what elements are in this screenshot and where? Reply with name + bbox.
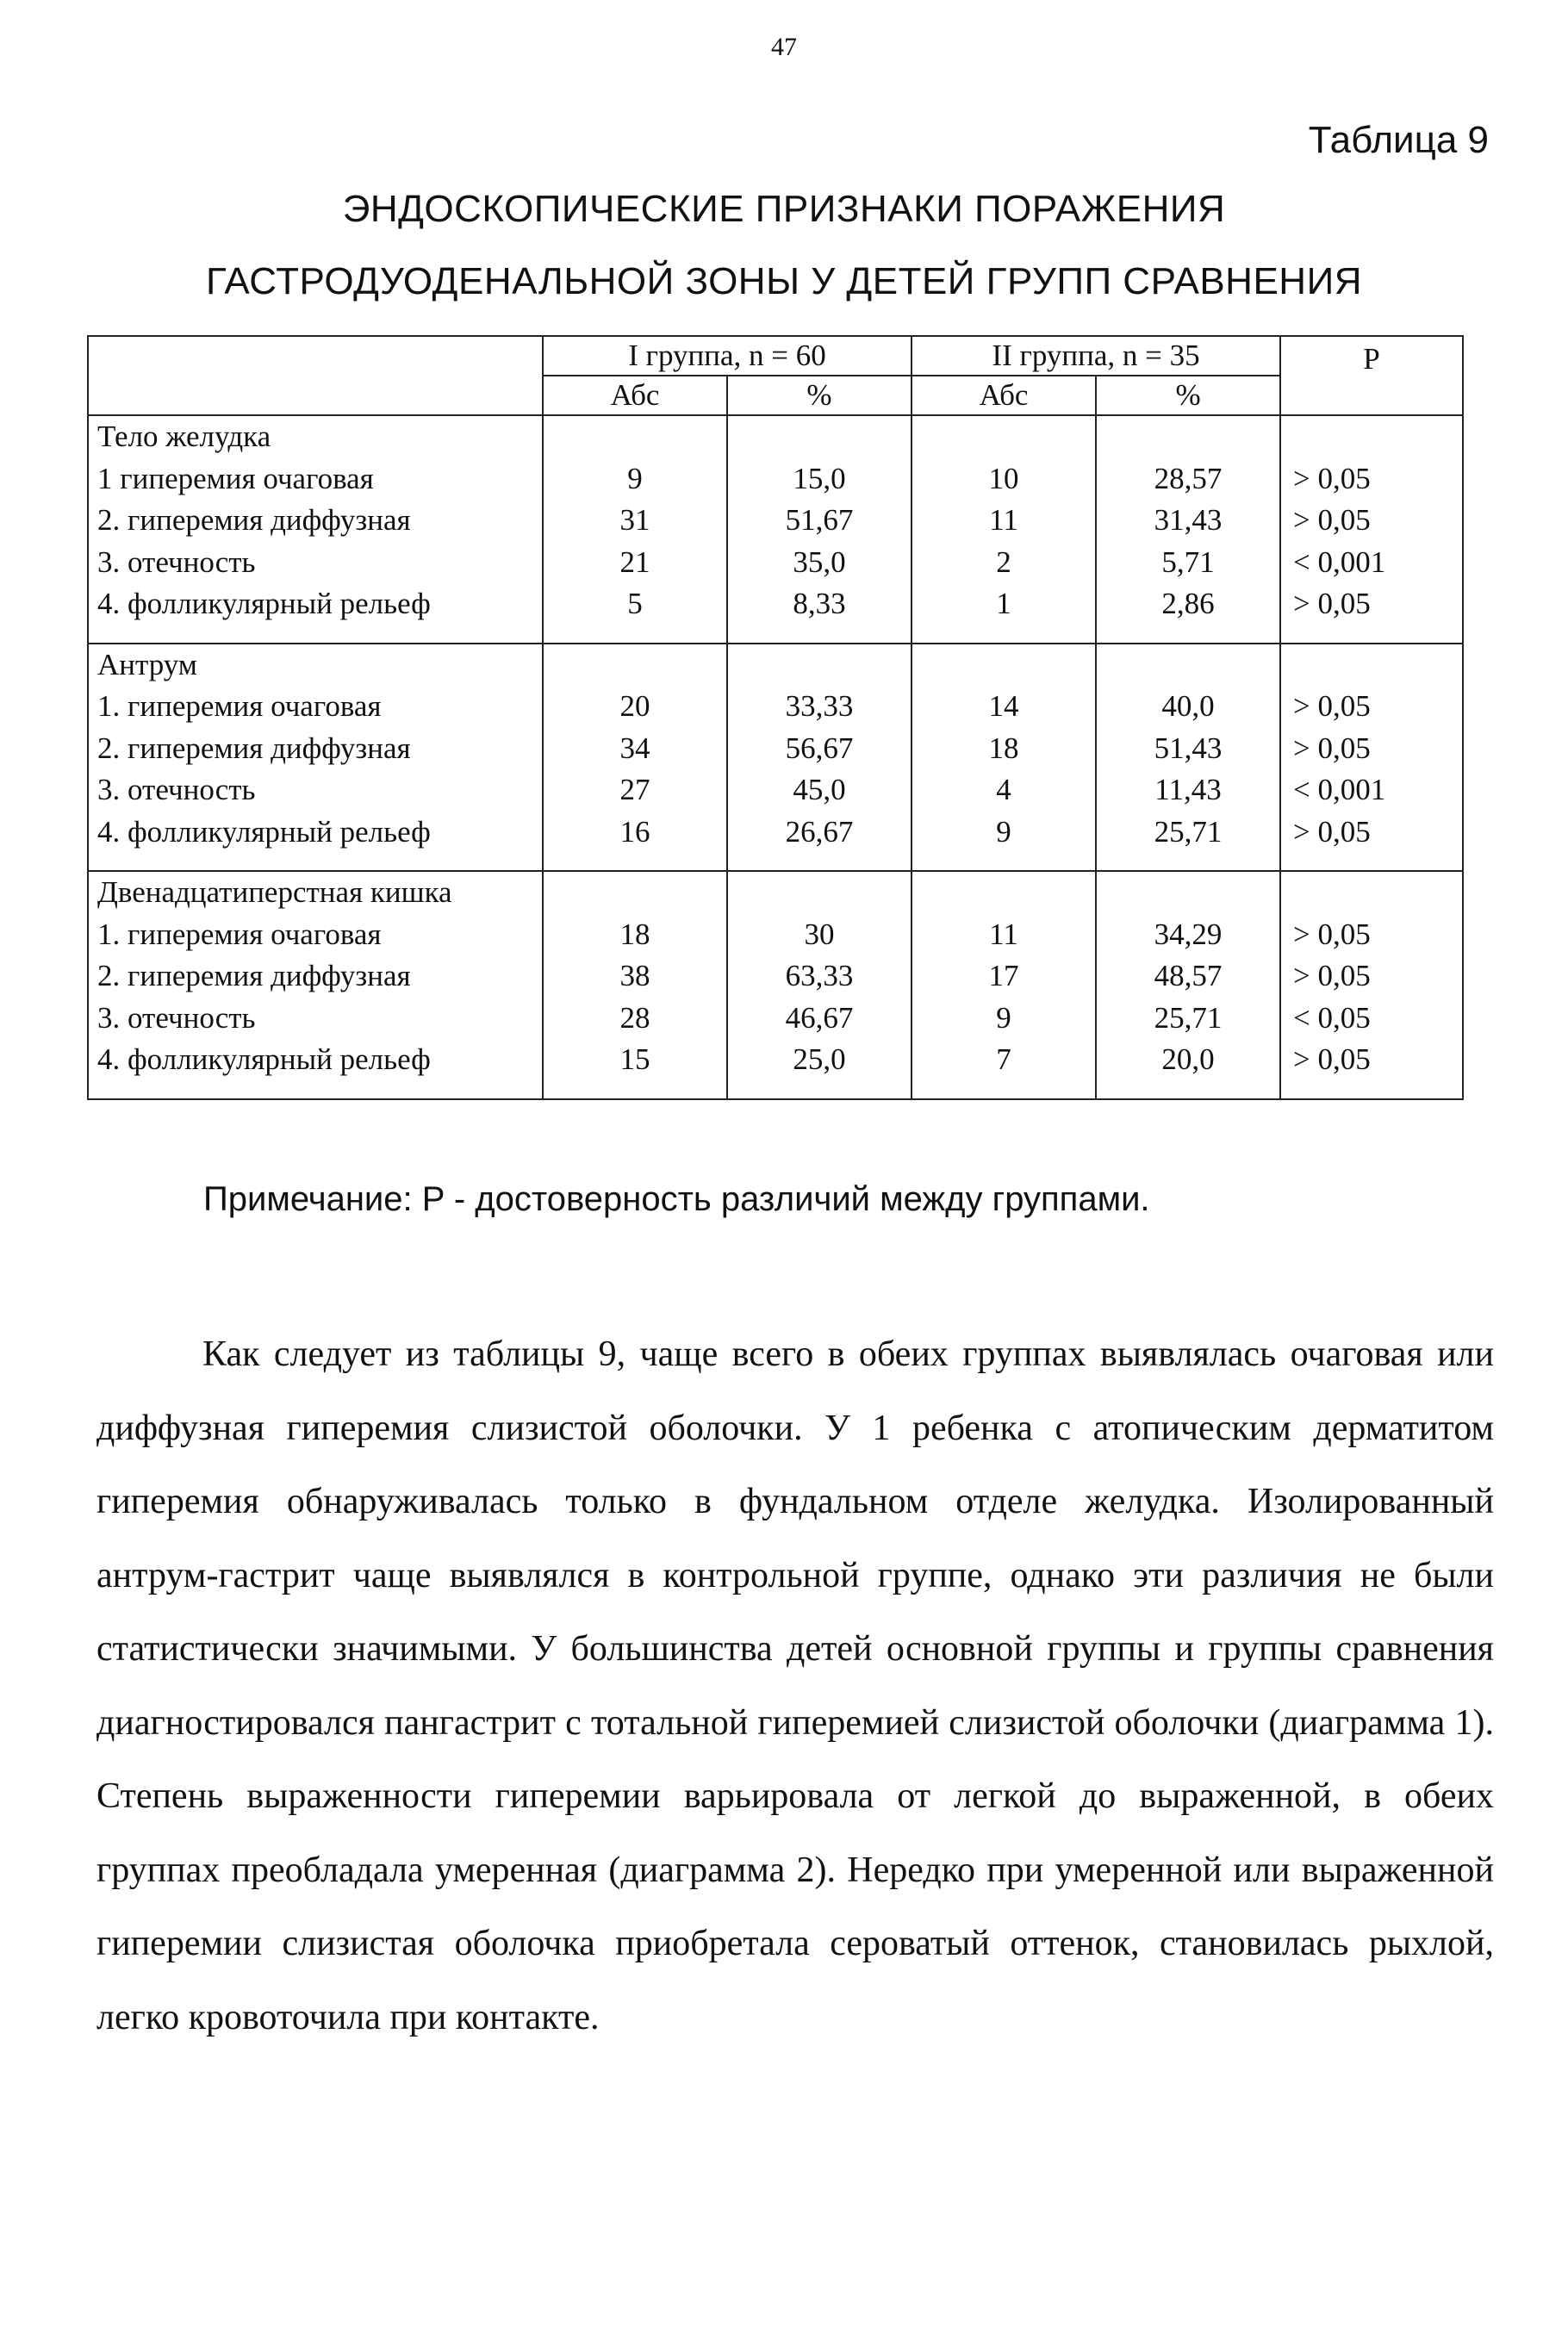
cell-abs1: 27 [619, 773, 650, 806]
cell-abs2: 18 [988, 731, 1019, 765]
row-label: 1. гиперемия очаговая [97, 689, 382, 723]
p-value-cell [1280, 644, 1463, 872]
table-title-line-2: ГАСТРОДУОДЕНАЛЬНОЙ ЗОНЫ У ДЕТЕЙ ГРУПП СРАВНЕНИЯ [206, 260, 1362, 302]
cell-pct2: 40,0 [1161, 689, 1215, 723]
cell-abs1: 18 [619, 917, 650, 951]
header-p: P [1280, 336, 1463, 415]
header-abs-1: Абс [543, 376, 727, 415]
row-label: 2. гиперемия диффузная [97, 503, 411, 537]
cell-abs2: 10 [988, 461, 1019, 495]
cell-p: > 0,05 [1293, 689, 1371, 723]
cell-pct2: 25,71 [1154, 1000, 1223, 1035]
row-label: 2. гиперемия диффузная [97, 731, 411, 765]
cell-abs2: 7 [996, 1042, 1011, 1076]
cell-pct1: 35,0 [793, 544, 846, 579]
cell-p: > 0,05 [1293, 731, 1371, 765]
cell-p: > 0,05 [1293, 587, 1371, 620]
cell-abs1: 28 [619, 1000, 650, 1035]
cell-pct2: 2,86 [1161, 587, 1215, 620]
cell-pct1: 63,33 [785, 959, 854, 992]
row-label: 2. гиперемия диффузная [97, 959, 411, 992]
group-2-pct-cell [1096, 415, 1280, 644]
table-label: Таблица 9 [1308, 119, 1489, 161]
row-label: 4. фолликулярный рельеф [97, 1042, 431, 1076]
cell-abs2: 1 [996, 587, 1011, 620]
cell-pct1: 45,0 [793, 773, 846, 806]
row-label: 4. фолликулярный рельеф [97, 587, 431, 620]
cell-abs1: 20 [619, 689, 650, 723]
table-note: Примечание: P - достоверность различий между группами. [203, 1180, 1150, 1218]
group-1-pct-cell [727, 644, 912, 872]
cell-abs2: 11 [989, 917, 1018, 951]
header-group-1: I группа, n = 60 [543, 336, 912, 376]
header-pct-2: % [1096, 376, 1280, 415]
header-pct-1: % [727, 376, 912, 415]
p-value-cell [1280, 415, 1463, 644]
group-2-pct-cell [1096, 644, 1280, 872]
cell-pct1: 26,67 [785, 814, 854, 849]
header-group-2: II группа, n = 35 [912, 336, 1280, 376]
cell-pct2: 25,71 [1154, 814, 1223, 849]
cell-p: < 0,05 [1293, 1000, 1371, 1035]
cell-pct2: 5,71 [1161, 544, 1215, 579]
cell-pct2: 28,57 [1154, 461, 1223, 495]
cell-abs1: 5 [627, 587, 643, 620]
cell-pct2: 34,29 [1154, 917, 1223, 951]
cell-p: > 0,05 [1293, 959, 1371, 992]
cell-pct1: 25,0 [793, 1042, 846, 1076]
row-label: 3. отечность [97, 1000, 256, 1035]
cell-pct2: 11,43 [1154, 773, 1222, 806]
cell-abs2: 14 [988, 689, 1019, 723]
section-title: Двенадцатиперстная кишка [97, 875, 452, 909]
cell-abs2: 17 [988, 959, 1019, 992]
cell-abs2: 9 [996, 1000, 1011, 1035]
cell-abs2: 4 [996, 773, 1011, 806]
cell-abs1: 38 [619, 959, 650, 992]
cell-abs1: 9 [627, 461, 643, 495]
table-title-line-1: ЭНДОСКОПИЧЕСКИЕ ПРИЗНАКИ ПОРАЖЕНИЯ [342, 188, 1226, 230]
cell-pct2: 51,43 [1154, 731, 1223, 765]
cell-pct1: 8,33 [793, 587, 846, 620]
cell-pct1: 56,67 [785, 731, 854, 765]
row-label: 4. фолликулярный рельеф [97, 814, 431, 849]
cell-pct1: 33,33 [785, 689, 854, 723]
cell-p: > 0,05 [1293, 1042, 1371, 1076]
cell-abs1: 34 [619, 731, 650, 765]
row-label: 1 гиперемия очаговая [97, 461, 374, 495]
cell-abs2: 11 [989, 503, 1018, 537]
cell-pct2: 31,43 [1154, 503, 1223, 537]
cell-abs1: 21 [619, 544, 650, 579]
cell-pct1: 15,0 [793, 461, 846, 495]
cell-p: < 0,001 [1293, 773, 1386, 806]
header-blank-cell [88, 336, 543, 415]
cell-p: > 0,05 [1293, 461, 1371, 495]
cell-abs2: 2 [996, 544, 1011, 579]
cell-p: > 0,05 [1293, 814, 1371, 849]
table-section-row [88, 415, 1463, 644]
cell-p: > 0,05 [1293, 917, 1371, 951]
group-2-abs-cell [912, 871, 1096, 1099]
group-1-abs-cell [543, 871, 727, 1099]
section-labels-cell [88, 871, 543, 1099]
row-label: 3. отечность [97, 773, 256, 806]
cell-abs1: 31 [619, 503, 650, 537]
page-number: 47 [771, 33, 797, 61]
table-header-row-1 [88, 336, 1463, 376]
section-labels-cell [88, 644, 543, 872]
group-1-abs-cell [543, 415, 727, 644]
cell-p: < 0,001 [1293, 544, 1386, 579]
cell-abs1: 16 [619, 814, 650, 849]
group-2-abs-cell [912, 415, 1096, 644]
group-1-pct-cell [727, 415, 912, 644]
cell-abs2: 9 [996, 814, 1011, 849]
table-section-row [88, 644, 1463, 872]
cell-abs1: 15 [619, 1042, 650, 1076]
cell-pct1: 46,67 [785, 1000, 854, 1035]
row-label: 3. отечность [97, 544, 256, 579]
body-paragraph: Как следует из таблицы 9, чаще всего в обеих группах выявлялась очаговая или диффузная гиперемия слизистой оболочки. У 1 ребенка с атопическим дерматитом гиперемия обнаруживалась только в фундальном отделе желудка. Изолированный антрум-гастрит чаще выявлялся в контрольной группе, однако эти различия не были статистически значимыми. У большинства детей основной группы и группы сравнения диагностировался пангастрит с тотальной гиперемией слизистой оболочки (диаграмма 1). Степень выраженности гиперемии варьировала от легкой до выраженной, в обеих группах преобладала умеренная (диаграмма 2). Нередко при умеренной или выраженной гиперемии слизистая оболочка приобретала сероватый оттенок, становилась рыхлой, легко кровоточила при контакте. [96, 1334, 1494, 2037]
section-labels-cell [88, 415, 543, 644]
section-title: Антрум [97, 647, 197, 681]
header-abs-2: Абс [912, 376, 1096, 415]
row-label: 1. гиперемия очаговая [97, 917, 382, 951]
group-2-abs-cell [912, 644, 1096, 872]
table-section-row [88, 871, 1463, 1099]
data-table [87, 335, 1464, 1100]
cell-p: > 0,05 [1293, 503, 1371, 537]
cell-pct1: 51,67 [785, 503, 854, 537]
group-2-pct-cell [1096, 871, 1280, 1099]
p-value-cell [1280, 871, 1463, 1099]
cell-pct2: 20,0 [1161, 1042, 1215, 1076]
cell-pct1: 30 [804, 917, 835, 951]
group-1-pct-cell [727, 871, 912, 1099]
section-title: Тело желудка [97, 420, 271, 453]
cell-pct2: 48,57 [1154, 959, 1223, 992]
group-1-abs-cell [543, 644, 727, 872]
